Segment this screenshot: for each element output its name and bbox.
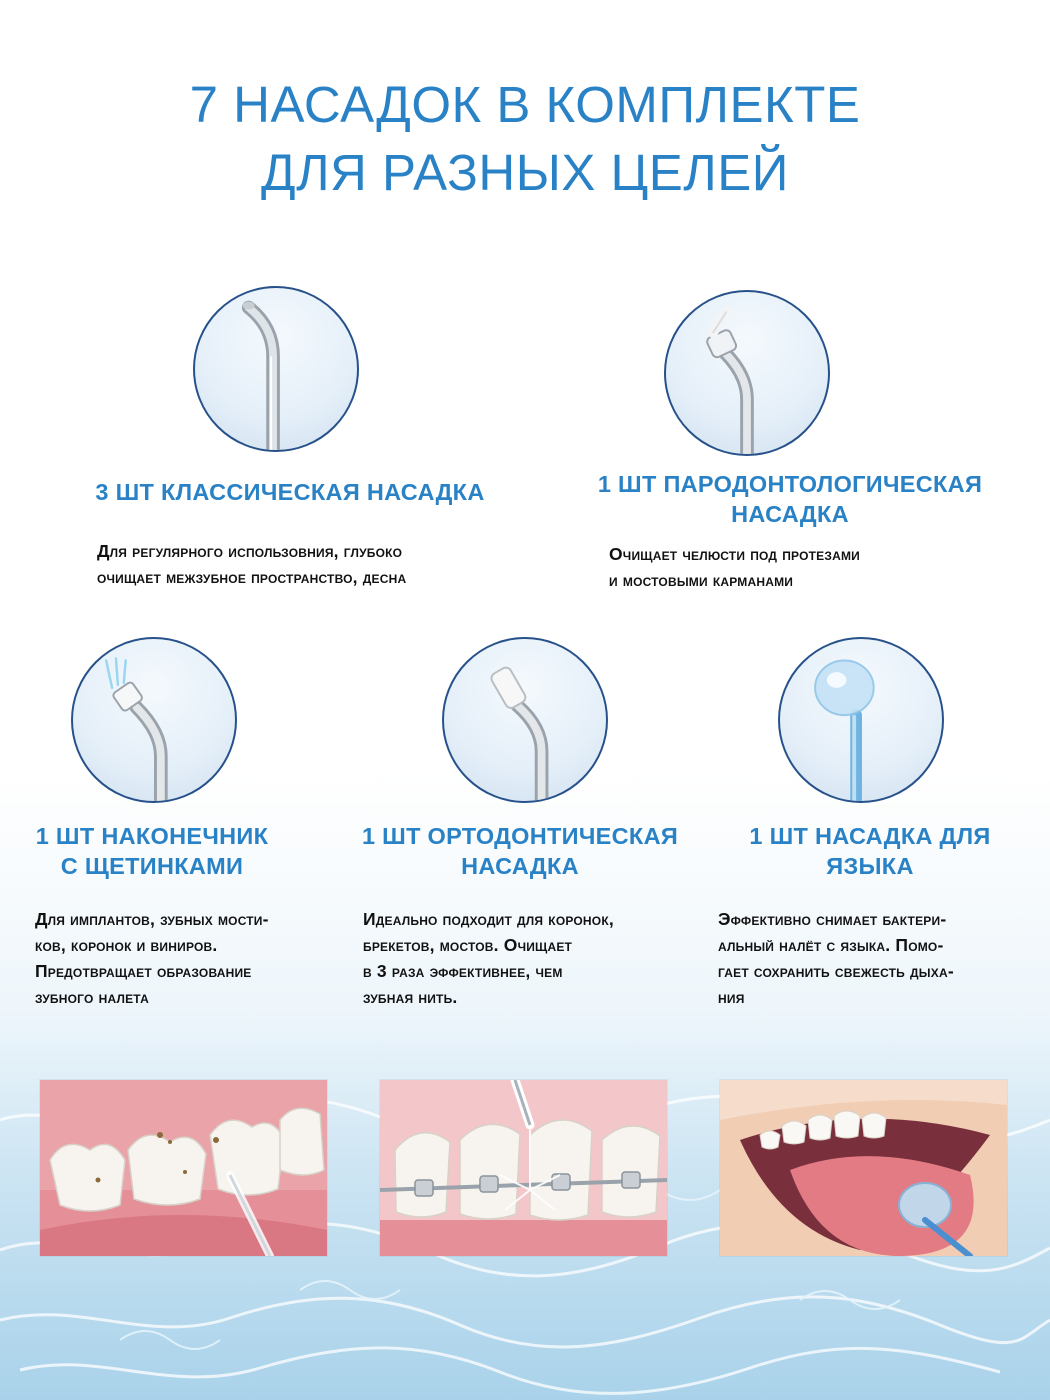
- brush-tip-icon: [71, 637, 237, 803]
- brush-heading: 1 ШТ НАКОНЕЧНИК С ЩЕТИНКАМИ: [35, 823, 269, 879]
- orthodontic-description: Идеально подходит для коронок, брекетов, мостов. Очищает в 3 раза эффективнее, чем зубная нить.: [363, 909, 614, 1007]
- tongue-cleaning-photo: [720, 1080, 1007, 1256]
- classic-description: Для регулярного использовния, глубоко очищает межзубное пространство, десна: [97, 541, 407, 587]
- page-title-line1: 7 НАСАДОК В КОМПЛЕКТЕ: [189, 76, 861, 133]
- braces-cleaning-photo: [380, 1080, 667, 1256]
- periodontal-nozzle-icon: [664, 290, 830, 456]
- tongue-heading: 1 ШТ НАСАДКА ДЛЯ ЯЗЫКА: [749, 823, 991, 879]
- periodontal-heading: 1 ШТ ПАРОДОНТОЛОГИЧЕСКАЯ НАСАДКА: [597, 471, 983, 527]
- page-title-line2: ДЛЯ РАЗНЫХ ЦЕЛЕЙ: [261, 144, 789, 201]
- orthodontic-heading: 1 ШТ ОРТОДОНТИЧЕСКАЯ НАСАДКА: [361, 823, 679, 879]
- teeth-cleaning-photo: [40, 1080, 327, 1256]
- orthodontic-nozzle-icon: [442, 637, 608, 803]
- tongue-description: Эффективно снимает бактери- альный налёт с языка. Помо- гает сохранить свежесть дыха- ния: [718, 909, 954, 1007]
- periodontal-description: Очищает челюсти под протезами и мостовыми карманами: [609, 544, 860, 590]
- classic-heading: 3 ШТ КЛАССИЧЕСКАЯ НАСАДКА: [95, 479, 485, 505]
- tongue-scraper-icon: [778, 637, 944, 803]
- classic-nozzle-icon: [193, 286, 359, 452]
- brush-description: Для имплантов, зубных мости- ков, коронок и виниров. Предотвращает образование зубного налета: [35, 909, 269, 1007]
